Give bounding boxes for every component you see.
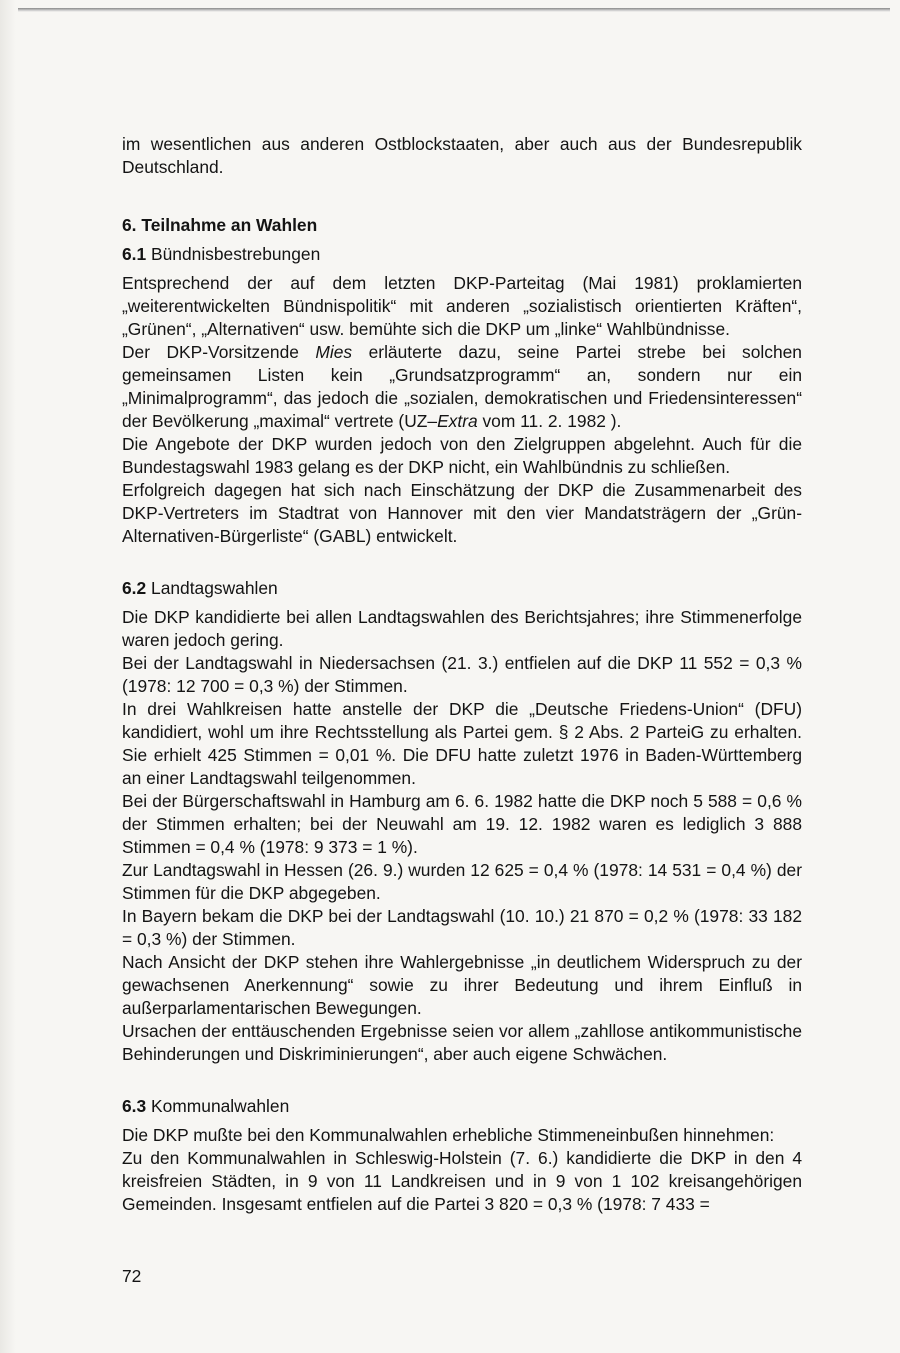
source-name: Extra	[437, 411, 478, 431]
section-6-3-number: 6.3	[122, 1096, 147, 1116]
page-number: 72	[122, 1266, 142, 1286]
section-6-2-paragraph: In Bayern bekam die DKP bei der Landtagswahl (10. 10.) 21 870 = 0,2 % (1978: 33 182 = 0,3 %) der Stimmen.	[122, 906, 802, 949]
section-6-2-paragraph: Bei der Bürgerschaftswahl in Hamburg am 6. 6. 1982 hatte die DKP noch 5 588 = 0,6 % der Stimmen erhalten; bei der Neuwahl am 19. 12. 1982 waren es lediglich 3 888 Stimmen = 0,4 % (1978: 9 373 = 1 %).	[122, 791, 802, 857]
section-6-2-paragraph: Nach Ansicht der DKP stehen ihre Wahlergebnisse „in deutlichem Widerspruch zu der gewachsenen Anerkennung“ sowie zu ihrer Bedeutung und ihrem Einfluß in außerparlamentarischen Bewegungen.	[122, 952, 802, 1018]
scan-edge-top	[18, 8, 890, 12]
section-6-1-number: 6.1	[122, 244, 147, 264]
section-6-2-paragraph: Zur Landtagswahl in Hessen (26. 9.) wurden 12 625 = 0,4 % (1978: 14 531 = 0,4 %) der Stimmen für die DKP abgegeben.	[122, 860, 802, 903]
section-6-1-heading	[122, 243, 802, 266]
section-6-1-paragraph: Entsprechend der auf dem letzten DKP-Parteitag (Mai 1981) proklamierten „weiterentwickelten Bündnispolitik“ mit anderen „sozialistisch orientierten Kräften“, „Grünen“, „Alternativen“ usw. bemühte sich die DKP um „linke“ Wahlbündnisse.	[122, 273, 802, 339]
section-6-1-paragraph: Erfolgreich dagegen hat sich nach Einschätzung der DKP die Zusammenarbeit des DKP-Vertreters im Stadtrat von Hannover mit den vier Mandatsträgern der „Grün-Alternativen-Bürgerliste“ (GABL) entwickelt.	[122, 480, 802, 546]
section-6-1-paragraph: Die Angebote der DKP wurden jedoch von den Zielgruppen abgelehnt. Auch für die Bundestagswahl 1983 gelang es der DKP nicht, ein Wahlbündnis zu schließen.	[122, 434, 802, 477]
section-6-3-paragraph: Die DKP mußte bei den Kommunalwahlen erhebliche Stimmeneinbußen hinnehmen:	[122, 1125, 775, 1145]
section-6-3-title: Kommunalwahlen	[151, 1096, 290, 1116]
page-body	[122, 133, 802, 1216]
section-6-2-number: 6.2	[122, 578, 147, 598]
section-6-title: Teilnahme an Wahlen	[141, 215, 318, 235]
section-6-2-paragraph: In drei Wahlkreisen hatte anstelle der DKP die „Deutsche Friedens-Union“ (DFU) kandidiert, wohl um ihre Rechtsstellung als Partei gem. § 2 Abs. 2 ParteiG zu erhalten. Sie erhielt 425 Stimmen = 0,01 %. Die DFU hatte zuletzt 1976 in Baden-Württemberg an einer Landtagswahl teilgenommen.	[122, 699, 802, 788]
section-6-3-paragraph: Zu den Kommunalwahlen in Schleswig-Holstein (7. 6.) kandidierte die DKP in den 4 kreisfreien Städten, in 9 von 11 Landkreisen und in 9 von 1 102 kreisangehörigen Gemeinden. Insgesamt entfielen auf die Partei 3 820 = 0,3 % (1978: 7 433 =	[122, 1148, 802, 1214]
intro-paragraph: im wesentlichen aus anderen Ostblockstaaten, aber auch aus der Bundesrepublik Deutschland.	[122, 134, 802, 177]
scan-shadow-left	[0, 0, 16, 1353]
section-6-2-paragraph: Die DKP kandidierte bei allen Landtagswahlen des Berichtsjahres; ihre Stimmenerfolge waren jedoch gering.	[122, 607, 802, 650]
section-6-heading	[122, 214, 802, 237]
section-6-number: 6.	[122, 215, 137, 235]
section-6-2-heading	[122, 577, 802, 600]
section-6-2-title: Landtagswahlen	[151, 578, 278, 598]
section-6-3-heading	[122, 1095, 802, 1118]
person-name: Mies	[315, 342, 353, 362]
section-6-1-title: Bündnisbestrebungen	[151, 244, 321, 264]
section-6-2-paragraph: Bei der Landtagswahl in Niedersachsen (21. 3.) entfielen auf die DKP 11 552 = 0,3 % (1978: 12 700 = 0,3 %) der Stimmen.	[122, 653, 802, 696]
section-6-1-paragraph: Der DKP-Vorsitzende Mies erläuterte dazu, seine Partei strebe bei solchen gemeinsamen Listen kein „Grundsatzprogramm“ an, sondern nur ein „Minimalprogramm“, das jedoch die „sozialen, demokratischen und Friedensinteressen“ der Bevölkerung „maximal“ vertrete (UZ–Extra vom 11. 2. 1982 ).	[122, 342, 802, 431]
section-6-2-paragraph: Ursachen der enttäuschenden Ergebnisse seien vor allem „zahllose antikommunistische Behinderungen und Diskriminierungen“, aber auch eigene Schwächen.	[122, 1021, 802, 1064]
